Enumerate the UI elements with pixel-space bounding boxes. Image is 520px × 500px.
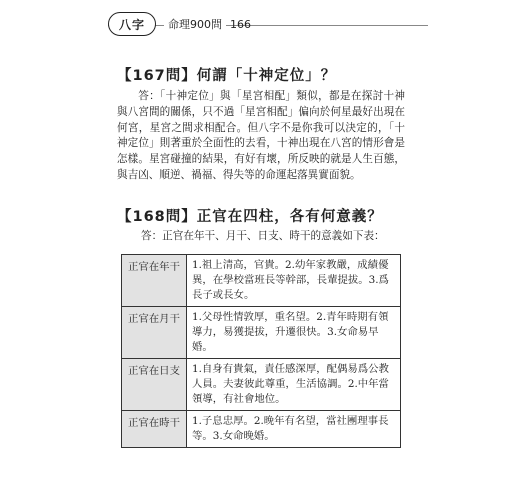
question-167-answer: 答：「十神定位」與「星宮相配」類似，都是在探討十神與八宮間的關係，只不過「星宮相配」偏向於何星最好出現在何宮，星宮之間求相配合。但八字不是你我可以決定的，「十神定位」則著重於全面性的去看，十神出現在八宮的情形會是怎樣。星宮碰撞的結果，有好有壞，所反映的就是人生百態，與吉凶、順逆、禍福、得失等的命運起落異實面貌。 [117, 90, 405, 181]
page-number: 166 [230, 17, 251, 31]
pillar-position-cell: 正官在年干 [122, 255, 187, 307]
meaning-cell: 1.子息忠厚。2.晚年有名望，當社團理事長等。3.女命晚婚。 [187, 411, 401, 448]
meaning-cell: 1.自身有貴氣，責任感深厚，配偶易爲公教人員。夫妻彼此尊重，生活協調。2.中年當領導，有社會地位。 [187, 359, 401, 411]
pillar-position-cell: 正官在時干 [122, 411, 187, 448]
question-167-heading: 【167問】何謂「十神定位」？ [117, 68, 337, 84]
table-row [122, 307, 401, 359]
table-row [122, 359, 401, 411]
zhengguan-meaning-table [121, 254, 401, 448]
pillar-position-cell: 正官在月干 [122, 307, 187, 359]
meaning-cell: 1.父母性情敦厚，重名望。2.青年時期有領導力，易獲提拔，升遷很快。3.女命易早婚。 [187, 307, 401, 359]
table-row [122, 411, 401, 448]
meaning-cell: 1.祖上清高，官貴。2.幼年家教嚴，成績優異，在學校當班長等幹部，長輩提拔。3.爲長子或長女。 [187, 255, 401, 307]
question-168-heading: 【168問】正官在四柱，各有何意義？ [117, 209, 383, 225]
table-row [122, 255, 401, 307]
series-title: 命理900問 [164, 16, 226, 32]
question-168-answer-intro: 答：正官在年干、月干、日支、時干的意義如下表： [141, 230, 385, 242]
pillar-position-cell: 正官在日支 [122, 359, 187, 411]
book-logo: 八字 [108, 12, 156, 36]
page-header [108, 12, 251, 36]
